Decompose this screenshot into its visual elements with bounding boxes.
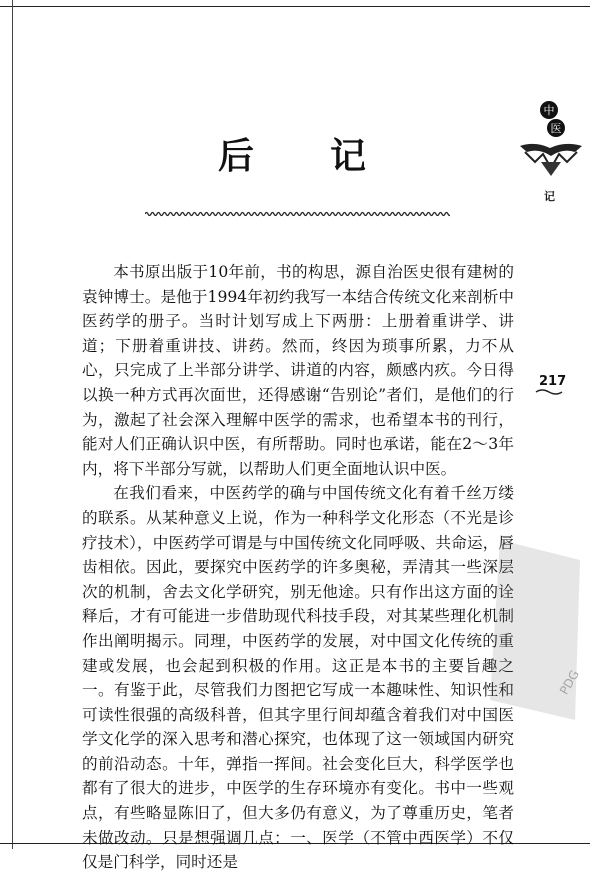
- ornament-char-2: 医: [550, 122, 562, 135]
- page-number: 217: [539, 374, 567, 389]
- title-char-1: 后: [218, 136, 255, 177]
- title-wavy-underline: [145, 209, 450, 219]
- body-text: [82, 260, 514, 875]
- title-char-2: 记: [330, 136, 367, 177]
- page-border-top: [0, 6, 590, 7]
- watermark-text: PDG: [557, 667, 583, 697]
- margin-section-label: 记: [544, 190, 555, 203]
- paragraph-2: 在我们看来，中医药学的确与中国传统文化有着千丝万缕的联系。从某种意义上说，作为一种科学文化形态（不光是诊疗技术），中医药学可谓是与中国传统文化同呼吸、共命运，唇齿相依。因此，要探究中医药学的许多奥秘，弄清其一些深层次的机制，舍去文化学研究，别无他途。只有作出这方面的诠释后，才有可能进一步借助现代科技手段，对其某些理化机制作出阐明揭示。同理，中医药学的发展，对中国文化传统的重建或发展，也会起到积极的作用。这正是本书的主要旨趣之一。有鉴于此，尽管我们力图把它写成一本趣味性、知识性和可读性很强的高级科普，但其字里行间却蕴含着我们对中国医学文化学的深入思考和潜心探究，也体现了这一领域国内研究的前沿动态。十年，弹指一挥间。社会变化巨大，科学医学也都有了很大的进步，中医学的生存环境亦有变化。书中一些观点，有些略显陈旧了，但大多仍有意义，为了尊重历史，笔者未做改动。只是想强调几点：一、医学（不管中西医学）不仅仅是门科学，同时还是: [82, 484, 514, 872]
- page-border-left: [12, 0, 13, 849]
- paragraph-1: 本书原出版于10年前，书的构思，源自治医史很有建树的袁钟博士。是他于1994年初约我写一本结合传统文化来剖析中医药学的册子。当时计划写成上下两册：上册着重讲学、讲道；下册着重讲技、讲药。然而，终因为琐事所累，力不从心，只完成了上半部分讲学、讲道的内容，颇感内疚。今日得以换一种方式再次面世，还得感谢“告别论”者们，是他们的行为，激起了社会深入理解中医学的需求，也希望本书的刊行，能对人们正确认识中医，有所帮助。同时也承诺，能在2～3年内，将下半部分写就，以帮助人们更全面地认识中医。: [82, 263, 514, 478]
- ornament-char-1: 中: [543, 104, 555, 117]
- page-number-ornament-icon: [534, 388, 564, 396]
- margin-ornament-icon: [515, 96, 585, 186]
- watermark-seal-icon: [480, 530, 590, 730]
